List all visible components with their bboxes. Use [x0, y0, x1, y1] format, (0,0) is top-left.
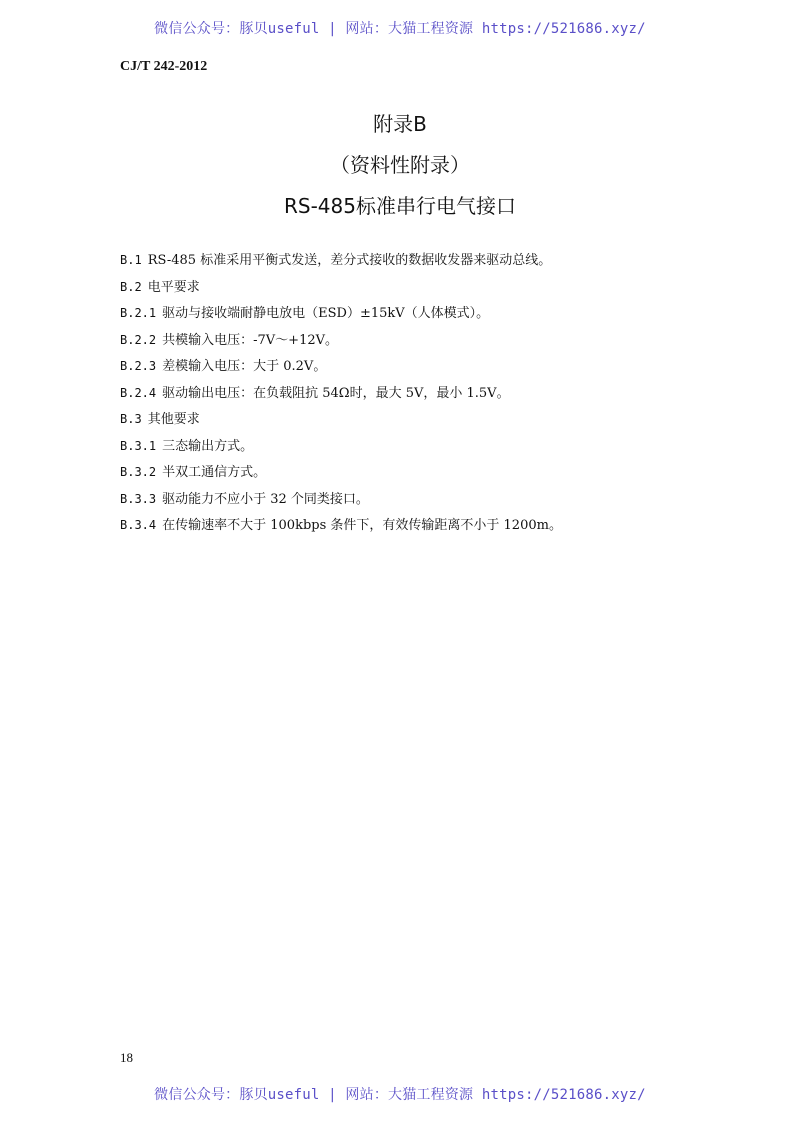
clause-number: B.3.4 [120, 518, 157, 532]
clause-text: 驱动输出电压：在负载阻抗 54Ω时，最大 5V，最小 1.5V。 [162, 385, 510, 401]
watermark-top: 微信公众号：豚贝useful | 网站：大猫工程资源 https://521686.xyz/ [154, 21, 646, 37]
watermark-bottom: 微信公众号：豚贝useful | 网站：大猫工程资源 https://521686.xyz/ [154, 1087, 646, 1103]
clause-number: B.3.3 [120, 491, 157, 506]
clause-b2-4 [120, 384, 720, 411]
clause-number: B.3.2 [120, 465, 157, 479]
clause-b2-2 [120, 331, 720, 358]
clause-number: B.2.4 [120, 385, 157, 400]
clause-number: B.2.1 [120, 306, 157, 320]
annex-type: （资料性附录） [330, 153, 470, 177]
clause-text: 共模输入电压：-7V～+12V。 [162, 332, 338, 348]
clause-text: 差模输入电压：大于 0.2V。 [162, 359, 327, 374]
clause-text: 电平要求 [147, 279, 200, 295]
clause-b2-1 [120, 304, 720, 331]
clause-text: RS-485 标准采用平衡式发送，差分式接收的数据收发器来驱动总线。 [147, 253, 552, 268]
clause-b1 [120, 251, 720, 278]
annex-title: 附录B [373, 112, 427, 136]
clause-number: B.3 [120, 412, 142, 426]
clause-b3-4 [120, 516, 720, 543]
clause-number: B.1 [120, 253, 142, 267]
clause-b2-3 [120, 357, 720, 384]
clause-b3 [120, 410, 720, 437]
clause-b2 [120, 278, 720, 305]
annex-name: RS-485标准串行电气接口 [284, 194, 516, 218]
clause-text: 半双工通信方式。 [162, 465, 267, 480]
clause-b3-2 [120, 463, 720, 490]
page-number: 18 [120, 1050, 133, 1065]
clause-text: 驱动能力不应小于 32 个同类接口。 [162, 491, 369, 507]
clause-b3-3 [120, 490, 720, 517]
clause-number: B.2.3 [120, 359, 157, 373]
standard-code: CJ/T 242-2012 [120, 59, 208, 74]
clause-number: B.2 [120, 279, 142, 294]
clause-number: B.3.1 [120, 438, 157, 453]
clause-number: B.2.2 [120, 332, 157, 347]
clause-text: 三态输出方式。 [162, 438, 254, 454]
clause-text: 驱动与接收端耐静电放电（ESD）±15kV（人体模式）。 [162, 306, 490, 321]
clause-text: 其他要求 [147, 412, 200, 427]
clause-b3-1 [120, 437, 720, 464]
clause-list [120, 251, 720, 543]
clause-text: 在传输速率不大于 100kbps 条件下，有效传输距离不小于 1200m。 [162, 518, 562, 533]
